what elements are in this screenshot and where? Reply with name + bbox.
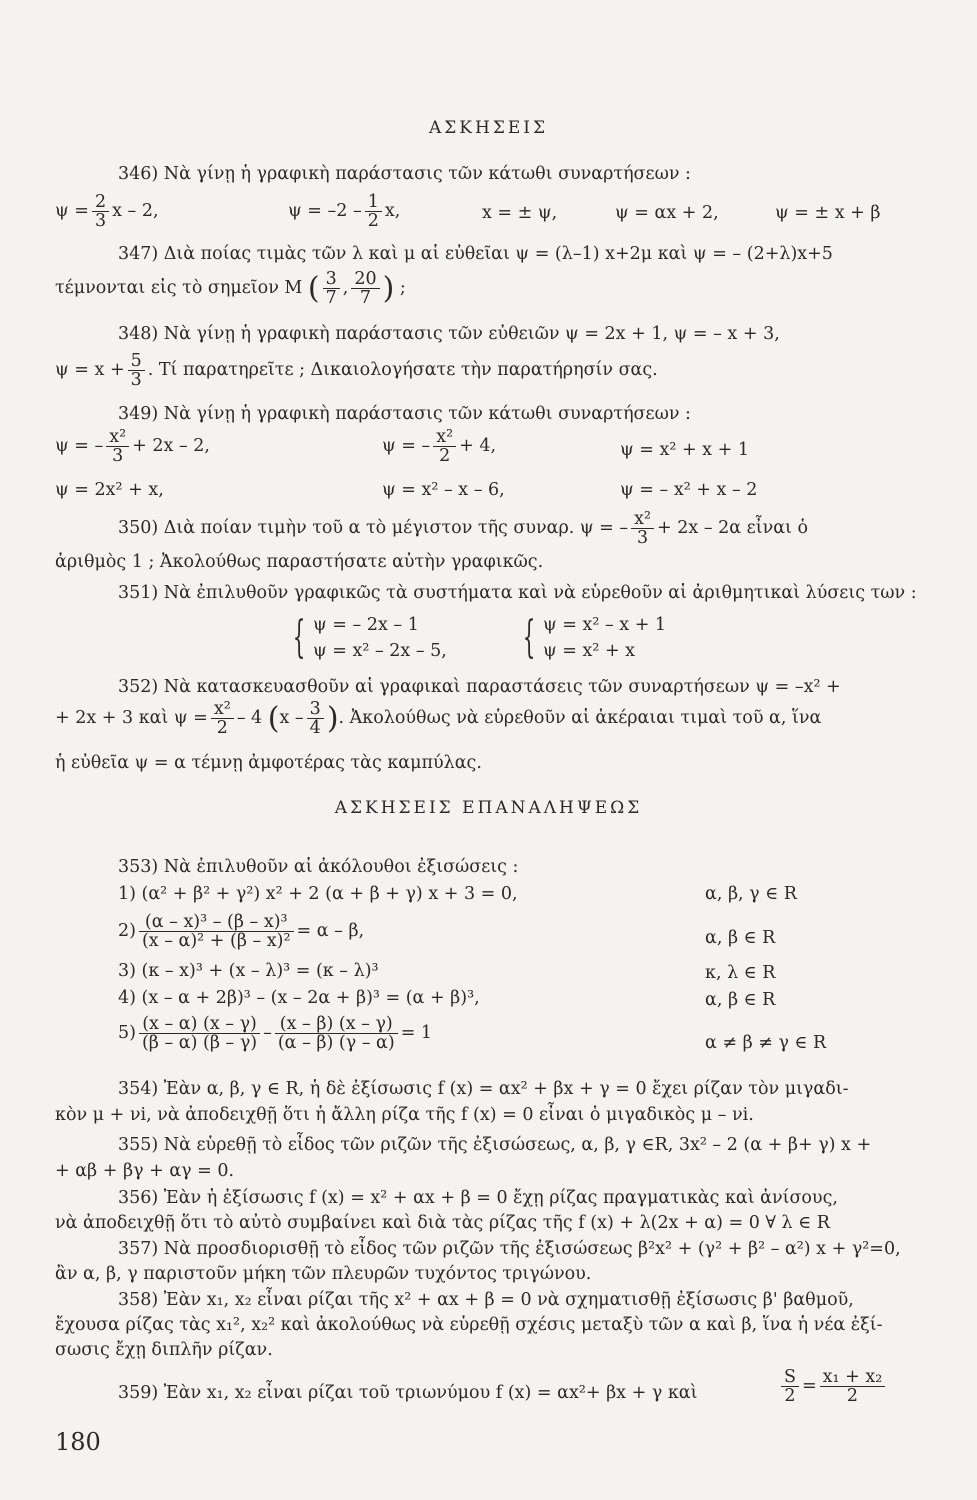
exercise-348-line2: ψ = x + $\frac{5}{3}$ . Τί παρατηρεῖτε ; Δικαιολογήσατε τὴν παρατήρησίν σας. xyxy=(55,351,658,390)
exercise-356-line2: νὰ ἀποδειχθῇ ὅτι τὸ αὐτὸ συμβαίνει καὶ διὰ τὰς ρίζας τῆς f (x) + λ(2x + α) = 0 ∀ λ ∈ R xyxy=(55,1213,830,1233)
review-heading: ΑΣΚΗΣΕΙΣ ΕΠΑΝΑΛΗΨΕΩΣ xyxy=(334,798,643,818)
exercise-347-line2: τέμνονται εἰς τὸ σημεῖον M ( $\frac{3}{7}$ , $\frac{20}{7}$ ) ; xyxy=(55,269,406,308)
exercise-353-cond2: α, β ∈ R xyxy=(705,928,776,948)
exercise-353-eq1: 1) (α² + β² + γ²) x² + 2 (α + β + γ) x + 3 = 0, xyxy=(118,884,518,904)
exercise-359-formula: $\frac{S}{2}$ = $\frac{\text{x₁ + x₂}}{2}$ xyxy=(778,1368,888,1405)
exercise-352-line1: 352) Νὰ κατασκευασθοῦν αἱ γραφικαὶ παραστάσεις τῶν συναρτήσεων ψ = –x² + xyxy=(118,677,841,697)
exercise-346-f5: ψ = ± x + β xyxy=(775,203,881,223)
exercise-346-f4: ψ = αx + 2, xyxy=(615,203,719,223)
exercise-357-line1: 357) Νὰ προσδιορισθῇ τὸ εἶδος τῶν ριζῶν τῆς ἐξισώσεως β²x² + (γ² + β² – α²) x + γ²=0, xyxy=(118,1239,901,1259)
exercise-346-f3: x = ± ψ, xyxy=(482,203,558,223)
exercise-353-cond4: α, β ∈ R xyxy=(705,990,776,1010)
exercise-357-line2: ἂν α, β, γ παριστοῦν μήκη τῶν πλευρῶν τυχόντος τριγώνου. xyxy=(55,1264,592,1284)
exercise-353-cond1: α, β, γ ∈ R xyxy=(705,884,797,904)
exercise-358-line2: ἔχουσα ρίζας τὰς x₁², x₂² καὶ ἀκολούθως νὰ εὑρεθῇ σχέσις μεταξὺ τῶν α καὶ β, ἵνα ἡ νέα ἐξί- xyxy=(55,1315,883,1335)
exercise-353-cond3: κ, λ ∈ R xyxy=(705,963,776,983)
exercise-347-line1: 347) Διὰ ποίας τιμὰς τῶν λ καὶ μ αἱ εὐθεῖαι ψ = (λ–1) x+2μ καὶ ψ = – (2+λ)x+5 xyxy=(118,244,833,264)
exercise-354-line2: κὸν μ + νi, νὰ ἀποδειχθῇ ὅτι ἡ ἄλλη ρίζα τῆς f (x) = 0 εἶναι ὁ μιγαδικὸς μ – νi. xyxy=(55,1105,754,1125)
exercise-351-intro: 351) Νὰ ἐπιλυθοῦν γραφικῶς τὰ συστήματα καὶ νὰ εὑρεθοῦν αἱ ἀριθμητικαὶ λύσεις των : xyxy=(118,583,917,603)
exercise-353-intro: 353) Νὰ ἐπιλυθοῦν αἱ ἀκόλουθοι ἐξισώσεις : xyxy=(118,857,519,877)
exercise-349-intro: 349) Νὰ γίνῃ ἡ γραφικὴ παράστασις τῶν κάτωθι συναρτήσεων : xyxy=(118,404,691,424)
section-heading: ΑΣΚΗΣΕΙΣ xyxy=(429,118,548,138)
exercise-349-b1: ψ = 2x² + x, xyxy=(55,480,164,500)
page-number: 180 xyxy=(55,1428,101,1456)
exercise-351-system1: { ψ = – 2x – 1 ψ = x² – 2x – 5, xyxy=(292,612,447,663)
exercise-359-line1: 359) Ἐὰν x₁, x₂ εἶναι ρίζαι τοῦ τριωνύμου f (x) = αx²+ βx + γ καὶ xyxy=(118,1383,698,1403)
exercise-358-line3: σωσις ἔχῃ διπλῆν ρίζαν. xyxy=(55,1340,273,1360)
exercise-353-cond5: α ≠ β ≠ γ ∈ R xyxy=(705,1033,827,1053)
exercise-353-eq5: 5) $\frac{(x - \alpha) (x - \gamma)}{(\beta - \alpha) (\beta - \gamma)}$ – $\frac{(x - \beta) (x - \gamma)}{(\alpha - \beta) (\gamma - \alpha)}$ = 1 xyxy=(118,1014,433,1053)
exercise-352-line2: + 2x + 3 καὶ ψ = $\frac{\text{x²}}{2}$ – 4 (x – $\frac{3}{4}$ ). Ἀκολούθως νὰ εὑρεθοῦν αἱ ἀκέραιαι τιμαὶ τοῦ α, ἵνα xyxy=(55,699,822,738)
exercise-346-f2: ψ = –2 – $\frac{1}{2}$ x, xyxy=(288,192,401,231)
exercise-349-a2: ψ = – $\frac{\text{x²}}{2}$ + 4, xyxy=(382,427,497,466)
exercise-349-a3: ψ = x² + x + 1 xyxy=(620,440,749,460)
exercise-348-line1: 348) Νὰ γίνῃ ἡ γραφικὴ παράστασις τῶν εὐθειῶν ψ = 2x + 1, ψ = – x + 3, xyxy=(118,324,780,344)
exercise-358-line1: 358) Ἐὰν x₁, x₂ εἶναι ρίζαι τῆς x² + αx + β = 0 νὰ σχηματισθῇ ἐξίσωσις β' βαθμοῦ, xyxy=(118,1290,854,1310)
exercise-346-intro: 346) Νὰ γίνῃ ἡ γραφικὴ παράστασις τῶν κάτωθι συναρτήσεων : xyxy=(118,164,691,184)
exercise-349-b3: ψ = – x² + x – 2 xyxy=(620,480,758,500)
exercise-350-line2: ἀριθμὸς 1 ; Ἀκολούθως παραστήσατε αὐτὴν γραφικῶς. xyxy=(55,552,544,572)
exercise-356-line1: 356) Ἐὰν ἡ ἐξίσωσις f (x) = x² + αx + β = 0 ἔχῃ ρίζας πραγματικὰς καὶ ἀνίσους, xyxy=(118,1188,838,1208)
exercise-349-a1: ψ = – $\frac{\text{x²}}{3}$ + 2x – 2, xyxy=(55,427,210,466)
exercise-353-eq4: 4) (x – α + 2β)³ – (x – 2α + β)³ = (α + β)³, xyxy=(118,988,480,1008)
exercise-352-line3: ἡ εὐθεῖα ψ = α τέμνῃ ἀμφοτέρας τὰς καμπύλας. xyxy=(55,753,482,773)
exercise-355-line2: + αβ + βγ + αγ = 0. xyxy=(55,1161,235,1181)
exercise-353-eq3: 3) (κ – x)³ + (x – λ)³ = (κ – λ)³ xyxy=(118,961,379,981)
exercise-349-b2: ψ = x² – x – 6, xyxy=(382,480,505,500)
exercise-346-f1: ψ = $\frac{2}{3}$ x – 2, xyxy=(55,192,159,231)
exercise-350-line1: 350) Διὰ ποίαν τιμὴν τοῦ α τὸ μέγιστον τῆς συναρ. ψ = – $\frac{\text{x²}}{3}$ + 2x – 2α εἶναι ὁ xyxy=(118,509,808,548)
exercise-355-line1: 355) Νὰ εὑρεθῇ τὸ εἶδος τῶν ριζῶν τῆς ἐξισώσεως, α, β, γ ∈R, 3x² – 2 (α + β+ γ) x + xyxy=(118,1135,872,1155)
exercise-351-system2: { ψ = x² – x + 1 ψ = x² + x xyxy=(522,612,667,663)
exercise-353-eq2: 2) $\frac{\text{(α – x)³ – (β – x)³}}{\text{(x – α)² + (β – x)²}}$ = α – β, xyxy=(118,912,365,951)
exercise-354-line1: 354) Ἐὰν α, β, γ ∈ R, ἡ δὲ ἐξίσωσις f (x) = αx² + βx + γ = 0 ἔχει ρίζαν τὸν μιγαδι- xyxy=(118,1079,849,1099)
